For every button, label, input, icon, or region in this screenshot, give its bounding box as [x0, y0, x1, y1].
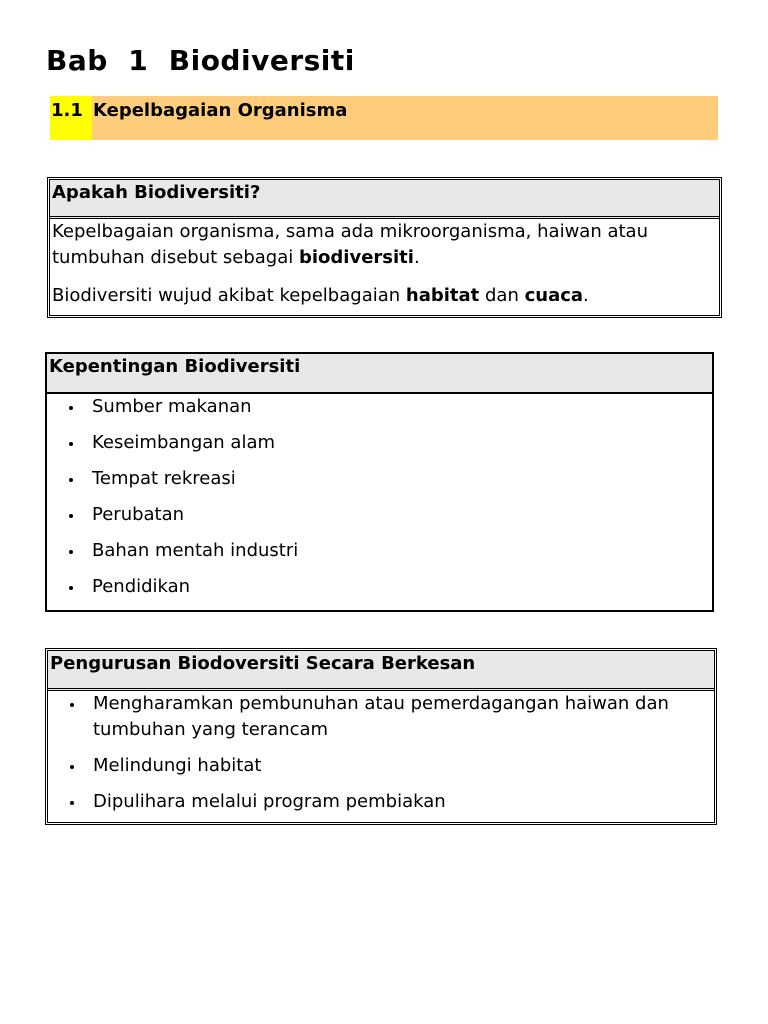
cause-term-weather: cuaca — [524, 285, 584, 306]
management-list — [48, 691, 714, 815]
list-item-text: Melindungi habitat — [93, 755, 262, 776]
cause-paragraph — [52, 283, 717, 309]
bullet-icon — [70, 765, 74, 769]
cause-conjunction: dan — [479, 285, 525, 306]
list-item — [47, 466, 712, 492]
list-item — [47, 502, 712, 528]
section-number: 1.1 — [50, 96, 92, 140]
bullet-icon — [69, 406, 73, 410]
list-item-text: Mengharamkan pembunuhan atau pemerdagangan haiwan dan tumbuhan yang terancam — [93, 693, 669, 740]
importance-list — [47, 394, 712, 600]
section-heading-bar — [50, 96, 718, 140]
list-item-text: Sumber makanan — [92, 396, 252, 417]
list-item — [47, 394, 712, 420]
list-item — [48, 691, 714, 743]
bullet-icon — [69, 550, 73, 554]
definition-term: biodiversiti — [298, 247, 414, 268]
list-item-text: Tempat rekreasi — [92, 468, 236, 489]
chapter-title: Bab 1 Biodiversiti — [46, 44, 355, 77]
definition-period: . — [413, 247, 420, 268]
importance-box — [45, 352, 714, 612]
list-item-text: Dipulihara melalui program pembiakan — [93, 791, 446, 812]
definition-box-body — [50, 219, 719, 309]
bullet-icon — [69, 586, 73, 590]
list-item — [48, 789, 714, 815]
definition-paragraph — [52, 219, 717, 271]
list-item — [47, 538, 712, 564]
section-title: Kepelbagaian Organisma — [93, 100, 348, 121]
list-item — [47, 430, 712, 456]
bullet-icon — [70, 801, 74, 805]
management-box-heading: Pengurusan Biodoversiti Secara Berkesan — [48, 651, 714, 691]
bullet-icon — [70, 703, 74, 707]
definition-box-heading: Apakah Biodiversiti? — [50, 180, 719, 219]
bullet-icon — [69, 442, 73, 446]
list-item-text: Pendidikan — [92, 576, 191, 597]
management-box — [45, 648, 717, 825]
bullet-icon — [69, 478, 73, 482]
cause-period: . — [583, 285, 589, 306]
bullet-icon — [69, 514, 73, 518]
definition-text: Kepelbagaian organisma, sama ada mikroorganisma, haiwan atau tumbuhan disebut sebagai — [52, 221, 648, 268]
list-item — [48, 753, 714, 779]
list-item-text: Keseimbangan alam — [92, 432, 276, 453]
cause-term-habitat: habitat — [405, 285, 480, 306]
cause-text: Biodiversiti wujud akibat kepelbagaian — [52, 285, 406, 306]
list-item — [47, 574, 712, 600]
importance-box-heading: Kepentingan Biodiversiti — [47, 354, 712, 394]
definition-box — [47, 177, 722, 318]
list-item-text: Bahan mentah industri — [92, 540, 299, 561]
list-item-text: Perubatan — [92, 504, 185, 525]
